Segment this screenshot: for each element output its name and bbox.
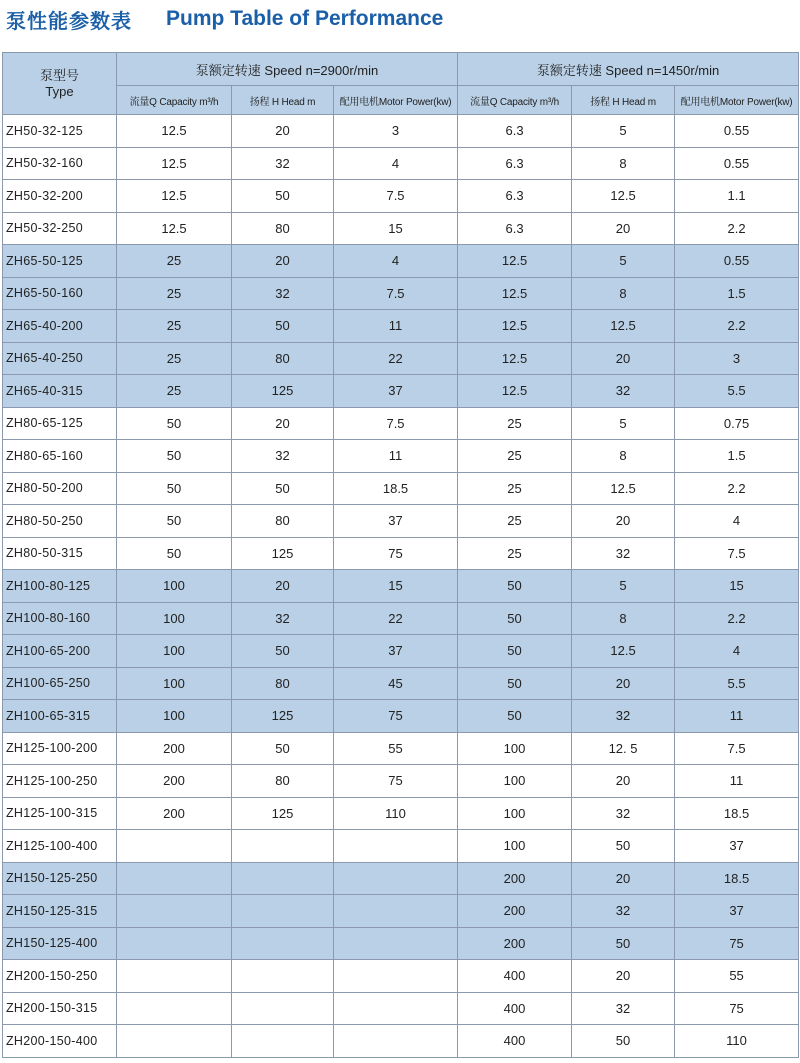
head-2900-cell: 32 — [232, 602, 334, 635]
capacity-2900-cell: 100 — [117, 602, 232, 635]
table-row — [3, 992, 799, 1025]
head-1450-cell: 8 — [572, 602, 675, 635]
capacity-1450-cell: 6.3 — [458, 147, 572, 180]
speed-1450-header: 泵额定转速 Speed n=1450r/min — [458, 53, 799, 86]
capacity-2900-cell: 100 — [117, 570, 232, 603]
head-1450-cell: 8 — [572, 440, 675, 473]
head-1450-cell: 20 — [572, 765, 675, 798]
power-1450-cell: 1.5 — [675, 277, 799, 310]
capacity-1450-cell: 200 — [458, 895, 572, 928]
table-row — [3, 472, 799, 505]
power-2900-cell: 110 — [334, 797, 458, 830]
capacity-2900-cell: 12.5 — [117, 212, 232, 245]
pump-type-cell: ZH125-100-250 — [3, 765, 117, 798]
head-1450-cell: 50 — [572, 927, 675, 960]
head-2900-cell: 80 — [232, 505, 334, 538]
power-2900-cell: 18.5 — [334, 472, 458, 505]
head-2900-cell: 50 — [232, 472, 334, 505]
table-row — [3, 635, 799, 668]
head-1450-cell: 12. 5 — [572, 732, 675, 765]
table-row — [3, 1025, 799, 1058]
head-1450-cell: 50 — [572, 1025, 675, 1058]
pump-type-cell: ZH65-50-125 — [3, 245, 117, 278]
head-1450-cell: 50 — [572, 830, 675, 863]
pump-type-cell: ZH200-150-315 — [3, 992, 117, 1025]
power-2900-cell — [334, 992, 458, 1025]
capacity-1450-cell: 50 — [458, 700, 572, 733]
power-1450-cell: 0.75 — [675, 407, 799, 440]
capacity-1450-cell: 25 — [458, 407, 572, 440]
head-1450-cell: 12.5 — [572, 472, 675, 505]
power-1450-cell: 7.5 — [675, 537, 799, 570]
capacity-2900-cell: 12.5 — [117, 180, 232, 213]
head-1450-cell: 32 — [572, 992, 675, 1025]
head-1450-cell: 20 — [572, 862, 675, 895]
table-row — [3, 602, 799, 635]
capacity-1450-cell: 100 — [458, 765, 572, 798]
capacity-2900-cell: 100 — [117, 667, 232, 700]
power-header-2900: 配用电机Motor Power(kw) — [334, 86, 458, 115]
capacity-2900-cell: 50 — [117, 440, 232, 473]
capacity-2900-cell: 200 — [117, 797, 232, 830]
table-row — [3, 147, 799, 180]
head-2900-cell: 50 — [232, 635, 334, 668]
head-2900-cell: 80 — [232, 765, 334, 798]
capacity-1450-cell: 6.3 — [458, 212, 572, 245]
pump-type-cell: ZH125-100-315 — [3, 797, 117, 830]
capacity-1450-cell: 12.5 — [458, 342, 572, 375]
capacity-1450-cell: 25 — [458, 472, 572, 505]
power-2900-cell: 7.5 — [334, 407, 458, 440]
pump-type-cell: ZH200-150-250 — [3, 960, 117, 993]
pump-type-cell: ZH65-40-200 — [3, 310, 117, 343]
head-2900-cell: 80 — [232, 212, 334, 245]
power-2900-cell: 11 — [334, 310, 458, 343]
performance-table — [2, 52, 799, 1058]
head-1450-cell: 12.5 — [572, 310, 675, 343]
power-1450-cell: 0.55 — [675, 115, 799, 148]
power-2900-cell: 4 — [334, 245, 458, 278]
table-row — [3, 537, 799, 570]
header-row-speed — [3, 53, 799, 86]
power-2900-cell: 22 — [334, 602, 458, 635]
capacity-1450-cell: 12.5 — [458, 277, 572, 310]
capacity-2900-cell: 25 — [117, 245, 232, 278]
power-2900-cell — [334, 895, 458, 928]
head-2900-cell — [232, 1025, 334, 1058]
power-2900-cell — [334, 862, 458, 895]
capacity-1450-cell: 400 — [458, 960, 572, 993]
head-1450-cell: 5 — [572, 115, 675, 148]
capacity-2900-cell — [117, 992, 232, 1025]
pump-type-cell: ZH65-50-160 — [3, 277, 117, 310]
head-1450-cell: 32 — [572, 895, 675, 928]
power-2900-cell: 75 — [334, 537, 458, 570]
pump-type-cell: ZH125-100-400 — [3, 830, 117, 863]
pump-type-cell: ZH100-80-160 — [3, 602, 117, 635]
capacity-2900-cell: 25 — [117, 277, 232, 310]
power-2900-cell — [334, 1025, 458, 1058]
table-row — [3, 440, 799, 473]
table-row — [3, 765, 799, 798]
head-1450-cell: 8 — [572, 147, 675, 180]
head-2900-cell: 125 — [232, 797, 334, 830]
head-1450-cell: 20 — [572, 667, 675, 700]
head-2900-cell: 125 — [232, 375, 334, 408]
table-body — [3, 115, 799, 1058]
title-english: Pump Table of Performance — [166, 7, 444, 30]
power-1450-cell: 0.55 — [675, 147, 799, 180]
power-2900-cell: 37 — [334, 375, 458, 408]
capacity-1450-cell: 400 — [458, 1025, 572, 1058]
head-2900-cell — [232, 960, 334, 993]
head-2900-cell — [232, 862, 334, 895]
head-2900-cell: 50 — [232, 180, 334, 213]
type-header — [3, 53, 117, 115]
head-1450-cell: 32 — [572, 700, 675, 733]
power-2900-cell: 7.5 — [334, 180, 458, 213]
capacity-2900-cell: 50 — [117, 472, 232, 505]
capacity-header-1450: 流量Q Capacity m³/h — [458, 86, 572, 115]
pump-type-cell: ZH80-50-250 — [3, 505, 117, 538]
pump-type-cell: ZH80-50-315 — [3, 537, 117, 570]
power-1450-cell: 1.5 — [675, 440, 799, 473]
head-2900-cell: 80 — [232, 667, 334, 700]
head-header-1450: 扬程 H Head m — [572, 86, 675, 115]
head-2900-cell: 50 — [232, 732, 334, 765]
power-1450-cell: 110 — [675, 1025, 799, 1058]
head-1450-cell: 32 — [572, 375, 675, 408]
table-row — [3, 505, 799, 538]
capacity-2900-cell — [117, 895, 232, 928]
capacity-1450-cell: 100 — [458, 830, 572, 863]
capacity-2900-cell: 25 — [117, 375, 232, 408]
capacity-1450-cell: 50 — [458, 570, 572, 603]
pump-type-cell: ZH150-125-400 — [3, 927, 117, 960]
power-1450-cell: 2.2 — [675, 602, 799, 635]
capacity-1450-cell: 12.5 — [458, 310, 572, 343]
pump-type-cell: ZH100-65-315 — [3, 700, 117, 733]
power-1450-cell: 4 — [675, 505, 799, 538]
capacity-2900-cell: 12.5 — [117, 147, 232, 180]
head-2900-cell: 32 — [232, 277, 334, 310]
power-2900-cell — [334, 830, 458, 863]
capacity-header-2900: 流量Q Capacity m³/h — [117, 86, 232, 115]
pump-type-cell: ZH65-40-250 — [3, 342, 117, 375]
capacity-2900-cell: 25 — [117, 342, 232, 375]
capacity-2900-cell — [117, 830, 232, 863]
speed-2900-header: 泵额定转速 Speed n=2900r/min — [117, 53, 458, 86]
power-1450-cell: 75 — [675, 927, 799, 960]
table-row — [3, 797, 799, 830]
header-row-columns — [3, 86, 799, 115]
power-2900-cell: 7.5 — [334, 277, 458, 310]
pump-type-cell: ZH80-65-160 — [3, 440, 117, 473]
power-1450-cell: 2.2 — [675, 472, 799, 505]
capacity-2900-cell: 50 — [117, 407, 232, 440]
pump-type-cell: ZH50-32-125 — [3, 115, 117, 148]
power-2900-cell: 75 — [334, 765, 458, 798]
pump-type-cell: ZH100-65-200 — [3, 635, 117, 668]
capacity-1450-cell: 25 — [458, 440, 572, 473]
power-2900-cell: 11 — [334, 440, 458, 473]
table-row — [3, 927, 799, 960]
power-1450-cell: 2.2 — [675, 310, 799, 343]
power-2900-cell: 22 — [334, 342, 458, 375]
pump-type-cell: ZH100-80-125 — [3, 570, 117, 603]
power-header-1450: 配用电机Motor Power(kw) — [675, 86, 799, 115]
head-2900-cell: 125 — [232, 700, 334, 733]
capacity-1450-cell: 25 — [458, 537, 572, 570]
power-2900-cell: 15 — [334, 570, 458, 603]
head-2900-cell: 125 — [232, 537, 334, 570]
pump-type-cell: ZH200-150-400 — [3, 1025, 117, 1058]
head-2900-cell — [232, 927, 334, 960]
power-2900-cell: 3 — [334, 115, 458, 148]
head-header-2900: 扬程 H Head m — [232, 86, 334, 115]
capacity-1450-cell: 12.5 — [458, 245, 572, 278]
capacity-2900-cell — [117, 1025, 232, 1058]
pump-type-cell: ZH150-125-250 — [3, 862, 117, 895]
head-2900-cell: 50 — [232, 310, 334, 343]
capacity-2900-cell: 200 — [117, 732, 232, 765]
head-2900-cell: 20 — [232, 570, 334, 603]
power-2900-cell: 55 — [334, 732, 458, 765]
capacity-2900-cell: 12.5 — [117, 115, 232, 148]
table-row — [3, 245, 799, 278]
pump-type-cell: ZH125-100-200 — [3, 732, 117, 765]
table-row — [3, 375, 799, 408]
pump-type-cell: ZH80-50-200 — [3, 472, 117, 505]
pump-type-cell: ZH50-32-200 — [3, 180, 117, 213]
pump-type-cell: ZH100-65-250 — [3, 667, 117, 700]
pump-type-cell: ZH150-125-315 — [3, 895, 117, 928]
table-row — [3, 732, 799, 765]
power-1450-cell: 37 — [675, 895, 799, 928]
capacity-1450-cell: 25 — [458, 505, 572, 538]
capacity-2900-cell: 25 — [117, 310, 232, 343]
power-1450-cell: 1.1 — [675, 180, 799, 213]
pump-type-cell: ZH80-65-125 — [3, 407, 117, 440]
title-chinese: 泵性能参数表 — [6, 8, 132, 33]
pump-type-cell: ZH65-40-315 — [3, 375, 117, 408]
capacity-1450-cell: 6.3 — [458, 115, 572, 148]
power-1450-cell: 11 — [675, 700, 799, 733]
power-2900-cell — [334, 927, 458, 960]
head-2900-cell: 20 — [232, 407, 334, 440]
capacity-1450-cell: 200 — [458, 927, 572, 960]
capacity-1450-cell: 100 — [458, 797, 572, 830]
head-2900-cell: 80 — [232, 342, 334, 375]
capacity-2900-cell: 50 — [117, 505, 232, 538]
power-2900-cell: 37 — [334, 635, 458, 668]
head-1450-cell: 20 — [572, 342, 675, 375]
table-row — [3, 830, 799, 863]
power-1450-cell: 3 — [675, 342, 799, 375]
power-1450-cell: 18.5 — [675, 862, 799, 895]
table-row — [3, 700, 799, 733]
pump-type-cell: ZH50-32-250 — [3, 212, 117, 245]
table-row — [3, 570, 799, 603]
head-1450-cell: 20 — [572, 960, 675, 993]
capacity-2900-cell: 100 — [117, 635, 232, 668]
head-2900-cell — [232, 895, 334, 928]
table-row — [3, 407, 799, 440]
table-row — [3, 310, 799, 343]
head-1450-cell: 12.5 — [572, 180, 675, 213]
power-1450-cell: 5.5 — [675, 667, 799, 700]
table-row — [3, 667, 799, 700]
capacity-1450-cell: 6.3 — [458, 180, 572, 213]
power-1450-cell: 55 — [675, 960, 799, 993]
head-1450-cell: 5 — [572, 407, 675, 440]
power-1450-cell: 4 — [675, 635, 799, 668]
power-1450-cell: 37 — [675, 830, 799, 863]
head-2900-cell: 20 — [232, 245, 334, 278]
capacity-1450-cell: 50 — [458, 667, 572, 700]
head-1450-cell: 20 — [572, 212, 675, 245]
capacity-1450-cell: 50 — [458, 602, 572, 635]
capacity-1450-cell: 100 — [458, 732, 572, 765]
table-row — [3, 212, 799, 245]
power-1450-cell: 5.5 — [675, 375, 799, 408]
table-row — [3, 277, 799, 310]
power-1450-cell: 15 — [675, 570, 799, 603]
head-2900-cell: 32 — [232, 147, 334, 180]
capacity-1450-cell: 200 — [458, 862, 572, 895]
type-header-en: Type — [45, 83, 74, 99]
power-1450-cell: 7.5 — [675, 732, 799, 765]
head-1450-cell: 5 — [572, 245, 675, 278]
power-2900-cell: 4 — [334, 147, 458, 180]
power-2900-cell: 37 — [334, 505, 458, 538]
table-row — [3, 180, 799, 213]
capacity-2900-cell: 50 — [117, 537, 232, 570]
head-2900-cell: 20 — [232, 115, 334, 148]
head-2900-cell: 32 — [232, 440, 334, 473]
power-2900-cell: 15 — [334, 212, 458, 245]
power-1450-cell: 2.2 — [675, 212, 799, 245]
page-title — [6, 2, 443, 36]
capacity-2900-cell — [117, 927, 232, 960]
head-1450-cell: 5 — [572, 570, 675, 603]
table-row — [3, 342, 799, 375]
capacity-1450-cell: 400 — [458, 992, 572, 1025]
power-1450-cell: 75 — [675, 992, 799, 1025]
capacity-1450-cell: 50 — [458, 635, 572, 668]
pump-type-cell: ZH50-32-160 — [3, 147, 117, 180]
head-1450-cell: 8 — [572, 277, 675, 310]
power-2900-cell: 45 — [334, 667, 458, 700]
head-2900-cell — [232, 830, 334, 863]
capacity-1450-cell: 12.5 — [458, 375, 572, 408]
power-1450-cell: 11 — [675, 765, 799, 798]
capacity-2900-cell — [117, 960, 232, 993]
head-1450-cell: 32 — [572, 537, 675, 570]
table-row — [3, 960, 799, 993]
table-row — [3, 895, 799, 928]
head-1450-cell: 32 — [572, 797, 675, 830]
table-row — [3, 115, 799, 148]
power-1450-cell: 0.55 — [675, 245, 799, 278]
table-row — [3, 862, 799, 895]
head-2900-cell — [232, 992, 334, 1025]
capacity-2900-cell — [117, 862, 232, 895]
power-2900-cell: 75 — [334, 700, 458, 733]
capacity-2900-cell: 100 — [117, 700, 232, 733]
head-1450-cell: 20 — [572, 505, 675, 538]
head-1450-cell: 12.5 — [572, 635, 675, 668]
power-1450-cell: 18.5 — [675, 797, 799, 830]
power-2900-cell — [334, 960, 458, 993]
capacity-2900-cell: 200 — [117, 765, 232, 798]
type-header-cn: 泵型号 — [39, 67, 79, 83]
